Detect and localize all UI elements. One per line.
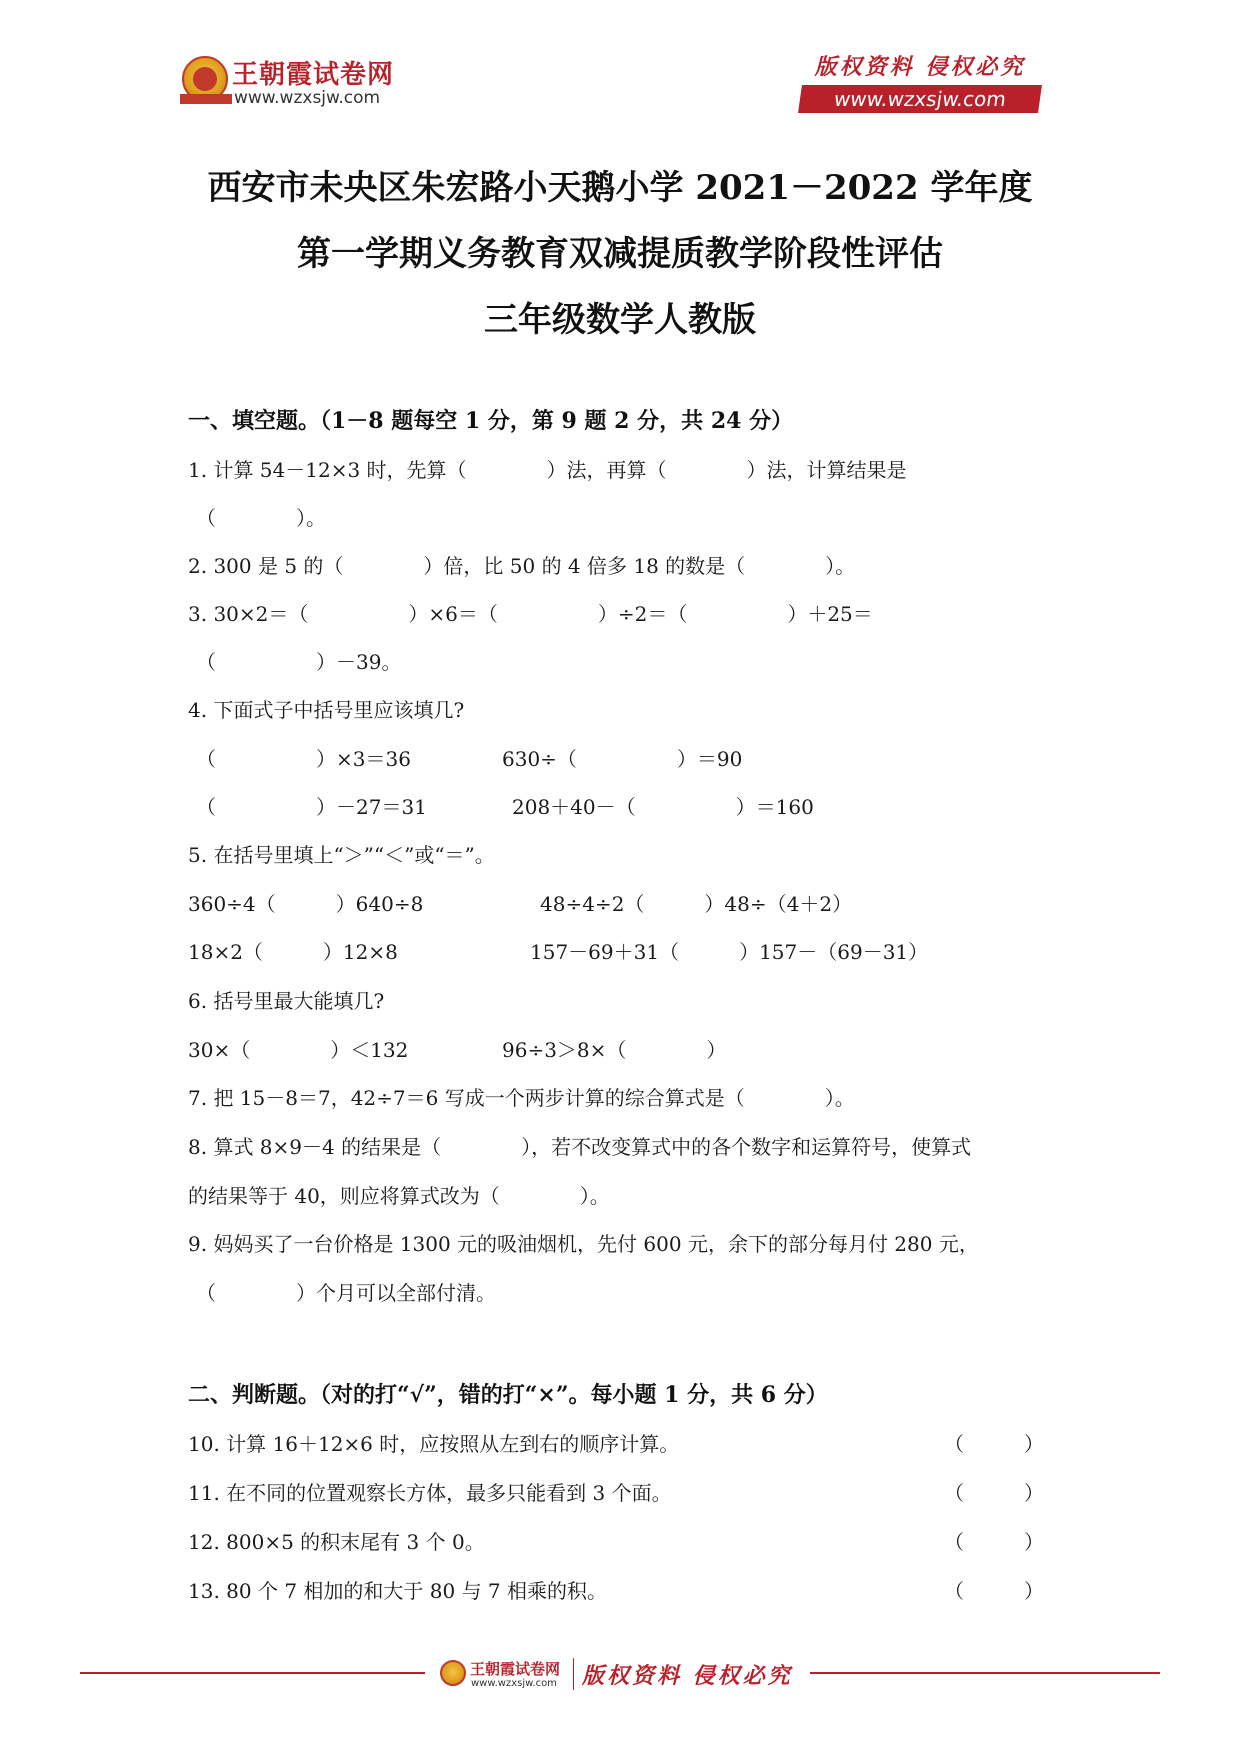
footer-seal-icon bbox=[440, 1660, 466, 1686]
question-5: 5. 在括号里填上“＞”“＜”或“＝”。 bbox=[188, 843, 495, 867]
judge-item-10: 10. 计算 16＋12×6 时，应按照从左到右的顺序计算。 bbox=[188, 1432, 680, 1456]
question-5-item-a1: 360÷4（ ）640÷8 bbox=[188, 892, 424, 916]
rights-url[interactable]: www.wzxsjw.com bbox=[798, 85, 1042, 113]
judge-answer-10[interactable]: （ ） bbox=[944, 1432, 1044, 1456]
rights-banner bbox=[800, 50, 1040, 113]
judge-answer-11[interactable]: （ ） bbox=[944, 1481, 1044, 1505]
question-1-line-a: 1. 计算 54－12×3 时，先算（ ）法，再算（ ）法，计算结果是 bbox=[188, 458, 907, 482]
judge-item-11: 11. 在不同的位置观察长方体，最多只能看到 3 个面。 bbox=[188, 1481, 672, 1505]
title-line-2: 第一学期义务教育双减提质教学阶段性评估 bbox=[297, 234, 943, 274]
judge-item-13: 13. 80 个 7 相加的和大于 80 与 7 相乘的积。 bbox=[188, 1579, 608, 1603]
question-6-item-a1: 30×（ ）＜132 bbox=[188, 1038, 409, 1062]
question-4: 4. 下面式子中括号里应该填几? bbox=[188, 698, 465, 722]
question-6: 6. 括号里最大能填几? bbox=[188, 989, 385, 1013]
question-8-line-a: 8. 算式 8×9－4 的结果是（ ），若不改变算式中的各个数字和运算符号，使算式 bbox=[188, 1135, 972, 1159]
question-1-line-b: （ ）。 bbox=[196, 506, 326, 530]
footer-divider bbox=[573, 1658, 574, 1690]
question-6-item-a2: 96÷3＞8×（ ） bbox=[502, 1038, 727, 1062]
question-7: 7. 把 15－8＝7，42÷7＝6 写成一个两步计算的综合算式是（ ）。 bbox=[188, 1086, 855, 1110]
section2-heading: 二、判断题。（对的打“√”，错的打“×”。每小题 1 分，共 6 分） bbox=[188, 1382, 828, 1408]
question-3-line-b: （ ）－39。 bbox=[196, 650, 402, 674]
footer-logo-url[interactable]: www.wzxsjw.com bbox=[471, 1678, 557, 1689]
footer-rule-left bbox=[80, 1672, 425, 1674]
footer-logo-title: 王朝霞试卷网 bbox=[470, 1660, 561, 1678]
footer-logo bbox=[440, 1656, 793, 1696]
question-4-item-b1: （ ）－27＝31 bbox=[196, 795, 427, 819]
question-4-item-a2: 630÷（ ）＝90 bbox=[502, 747, 743, 771]
question-2: 2. 300 是 5 的（ ）倍，比 50 的 4 倍多 18 的数是（ ）。 bbox=[188, 554, 856, 578]
judge-answer-13[interactable]: （ ） bbox=[944, 1579, 1044, 1603]
ribbon-icon bbox=[180, 94, 232, 104]
question-5-item-b1: 18×2（ ）12×8 bbox=[188, 940, 398, 964]
title-line-3: 三年级数学人教版 bbox=[484, 300, 756, 340]
rights-text: 版权资料 侵权必究 bbox=[814, 54, 1026, 80]
question-5-item-a2: 48÷4÷2（ ）48÷（4＋2） bbox=[540, 892, 853, 916]
logo-url[interactable]: www.wzxsjw.com bbox=[234, 88, 381, 108]
logo-title: 王朝霞试卷网 bbox=[232, 60, 395, 90]
question-5-item-b2: 157－69＋31（ ）157－（69－31） bbox=[530, 940, 929, 964]
judge-item-12: 12. 800×5 的积末尾有 3 个 0。 bbox=[188, 1530, 485, 1554]
question-4-item-b2: 208＋40－（ ）＝160 bbox=[512, 795, 814, 819]
footer-rule-right bbox=[810, 1672, 1160, 1674]
question-3-line-a: 3. 30×2＝（ ）×6＝（ ）÷2＝（ ）＋25＝ bbox=[188, 602, 873, 626]
title-line-1: 西安市未央区朱宏路小天鹅小学 2021－2022 学年度 bbox=[207, 168, 1033, 208]
question-9-line-b: （ ）个月可以全部付清。 bbox=[196, 1281, 496, 1305]
section1-heading: 一、填空题。（1－8 题每空 1 分，第 9 题 2 分，共 24 分） bbox=[188, 408, 794, 434]
footer-rights-text: 版权资料 侵权必究 bbox=[582, 1663, 793, 1689]
question-9-line-a: 9. 妈妈买了一台价格是 1300 元的吸油烟机，先付 600 元，余下的部分每月付 280 元， bbox=[188, 1232, 979, 1256]
header-logo bbox=[182, 52, 422, 112]
judge-answer-12[interactable]: （ ） bbox=[944, 1530, 1044, 1554]
question-8-line-b: 的结果等于 40，则应将算式改为（ ）。 bbox=[188, 1184, 610, 1208]
question-4-item-a1: （ ）×3＝36 bbox=[196, 747, 411, 771]
